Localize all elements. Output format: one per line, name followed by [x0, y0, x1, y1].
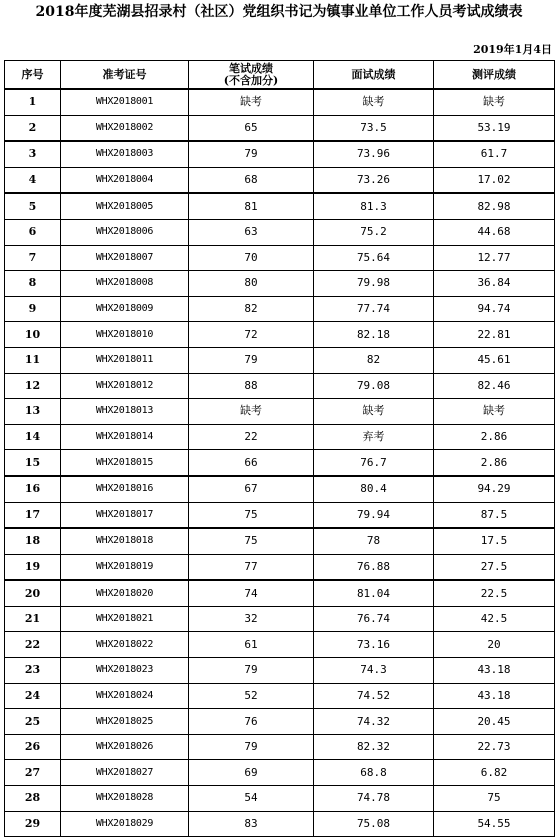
cell-interview: 79.98	[314, 271, 434, 297]
cell-evaluation: 53.19	[434, 115, 555, 141]
cell-written: 67	[189, 476, 314, 502]
cell-ticket: WHX2018027	[61, 760, 189, 786]
cell-seq: 4	[5, 167, 61, 193]
table-row	[5, 658, 555, 684]
cell-written: 88	[189, 373, 314, 399]
cell-written: 70	[189, 245, 314, 271]
cell-seq: 20	[5, 580, 61, 606]
cell-evaluation: 缺考	[434, 89, 555, 115]
cell-seq: 25	[5, 709, 61, 735]
cell-ticket: WHX2018005	[61, 193, 189, 219]
cell-written: 75	[189, 528, 314, 554]
cell-ticket: WHX2018015	[61, 450, 189, 476]
cell-seq: 2	[5, 115, 61, 141]
cell-evaluation: 22.73	[434, 734, 555, 760]
cell-seq: 9	[5, 296, 61, 322]
table-header-row	[5, 61, 555, 90]
table-row	[5, 245, 555, 271]
cell-interview: 74.52	[314, 683, 434, 709]
cell-written: 77	[189, 554, 314, 580]
document-title: 2018年度芜湖县招录村（社区）党组织书记为镇事业单位工作人员考试成绩表	[35, 4, 523, 20]
cell-seq: 3	[5, 141, 61, 167]
cell-evaluation: 2.86	[434, 450, 555, 476]
cell-ticket: WHX2018001	[61, 89, 189, 115]
cell-interview: 79.94	[314, 502, 434, 528]
table-row	[5, 89, 555, 115]
cell-evaluation: 45.61	[434, 347, 555, 373]
cell-ticket: WHX2018019	[61, 554, 189, 580]
cell-seq: 10	[5, 322, 61, 348]
cell-written: 76	[189, 709, 314, 735]
cell-evaluation: 17.5	[434, 528, 555, 554]
cell-interview: 81.3	[314, 193, 434, 219]
cell-evaluation: 82.46	[434, 373, 555, 399]
cell-seq: 17	[5, 502, 61, 528]
table-row	[5, 193, 555, 219]
cell-interview: 74.3	[314, 658, 434, 684]
cell-written: 74	[189, 580, 314, 606]
table-row	[5, 167, 555, 193]
cell-seq: 27	[5, 760, 61, 786]
cell-evaluation: 27.5	[434, 554, 555, 580]
cell-ticket: WHX2018026	[61, 734, 189, 760]
cell-written: 66	[189, 450, 314, 476]
cell-evaluation: 17.02	[434, 167, 555, 193]
cell-ticket: WHX2018011	[61, 347, 189, 373]
cell-seq: 19	[5, 554, 61, 580]
cell-seq: 14	[5, 424, 61, 450]
cell-written: 缺考	[189, 399, 314, 425]
cell-written: 79	[189, 658, 314, 684]
cell-evaluation: 43.18	[434, 683, 555, 709]
table-row	[5, 760, 555, 786]
table-row	[5, 606, 555, 632]
table-row	[5, 632, 555, 658]
table-row	[5, 115, 555, 141]
cell-ticket: WHX2018028	[61, 786, 189, 812]
cell-interview: 75.08	[314, 811, 434, 837]
header-evaluation: 测评成绩	[434, 61, 555, 90]
cell-ticket: WHX2018014	[61, 424, 189, 450]
cell-evaluation: 94.74	[434, 296, 555, 322]
cell-written: 61	[189, 632, 314, 658]
cell-evaluation: 61.7	[434, 141, 555, 167]
cell-seq: 15	[5, 450, 61, 476]
cell-written: 52	[189, 683, 314, 709]
cell-evaluation: 22.81	[434, 322, 555, 348]
cell-interview: 76.88	[314, 554, 434, 580]
cell-written: 72	[189, 322, 314, 348]
cell-evaluation: 20	[434, 632, 555, 658]
table-row	[5, 373, 555, 399]
table-row	[5, 502, 555, 528]
table-body	[5, 89, 555, 837]
cell-seq: 28	[5, 786, 61, 812]
cell-written: 22	[189, 424, 314, 450]
cell-ticket: WHX2018006	[61, 219, 189, 245]
cell-interview: 73.96	[314, 141, 434, 167]
cell-seq: 11	[5, 347, 61, 373]
cell-seq: 12	[5, 373, 61, 399]
cell-interview: 78	[314, 528, 434, 554]
cell-interview: 73.5	[314, 115, 434, 141]
cell-written: 缺考	[189, 89, 314, 115]
cell-evaluation: 43.18	[434, 658, 555, 684]
cell-interview: 80.4	[314, 476, 434, 502]
cell-interview: 76.7	[314, 450, 434, 476]
cell-seq: 23	[5, 658, 61, 684]
cell-ticket: WHX2018007	[61, 245, 189, 271]
cell-seq: 6	[5, 219, 61, 245]
cell-interview: 缺考	[314, 399, 434, 425]
cell-evaluation: 42.5	[434, 606, 555, 632]
cell-ticket: WHX2018004	[61, 167, 189, 193]
cell-ticket: WHX2018022	[61, 632, 189, 658]
cell-evaluation: 2.86	[434, 424, 555, 450]
header-written-note: (不含加分)	[223, 73, 279, 87]
cell-interview: 74.32	[314, 709, 434, 735]
cell-evaluation: 12.77	[434, 245, 555, 271]
document-date: 2019年1月4日	[473, 43, 552, 56]
table-row	[5, 219, 555, 245]
cell-ticket: WHX2018012	[61, 373, 189, 399]
cell-written: 82	[189, 296, 314, 322]
cell-interview: 82.32	[314, 734, 434, 760]
cell-evaluation: 75	[434, 786, 555, 812]
cell-written: 68	[189, 167, 314, 193]
cell-evaluation: 82.98	[434, 193, 555, 219]
cell-interview: 68.8	[314, 760, 434, 786]
header-ticket: 准考证号	[61, 61, 189, 90]
cell-seq: 21	[5, 606, 61, 632]
table-row	[5, 734, 555, 760]
cell-interview: 缺考	[314, 89, 434, 115]
table-row	[5, 786, 555, 812]
table-row	[5, 528, 555, 554]
cell-evaluation: 44.68	[434, 219, 555, 245]
cell-ticket: WHX2018017	[61, 502, 189, 528]
cell-interview: 82.18	[314, 322, 434, 348]
cell-interview: 74.78	[314, 786, 434, 812]
table-row	[5, 322, 555, 348]
cell-written: 79	[189, 141, 314, 167]
cell-evaluation: 36.84	[434, 271, 555, 297]
cell-seq: 7	[5, 245, 61, 271]
cell-interview: 76.74	[314, 606, 434, 632]
score-table	[4, 60, 555, 837]
cell-evaluation: 缺考	[434, 399, 555, 425]
table-row	[5, 141, 555, 167]
cell-seq: 22	[5, 632, 61, 658]
cell-ticket: WHX2018013	[61, 399, 189, 425]
cell-ticket: WHX2018020	[61, 580, 189, 606]
cell-ticket: WHX2018025	[61, 709, 189, 735]
cell-seq: 8	[5, 271, 61, 297]
cell-ticket: WHX2018010	[61, 322, 189, 348]
cell-seq: 16	[5, 476, 61, 502]
cell-ticket: WHX2018016	[61, 476, 189, 502]
table-row	[5, 580, 555, 606]
cell-interview: 73.16	[314, 632, 434, 658]
cell-ticket: WHX2018021	[61, 606, 189, 632]
cell-evaluation: 20.45	[434, 709, 555, 735]
cell-seq: 26	[5, 734, 61, 760]
table-row	[5, 347, 555, 373]
table-row	[5, 709, 555, 735]
cell-written: 75	[189, 502, 314, 528]
cell-ticket: WHX2018002	[61, 115, 189, 141]
cell-written: 81	[189, 193, 314, 219]
cell-ticket: WHX2018008	[61, 271, 189, 297]
cell-written: 63	[189, 219, 314, 245]
cell-written: 69	[189, 760, 314, 786]
cell-evaluation: 22.5	[434, 580, 555, 606]
table-row	[5, 296, 555, 322]
cell-written: 54	[189, 786, 314, 812]
table-row	[5, 476, 555, 502]
cell-ticket: WHX2018018	[61, 528, 189, 554]
table-row	[5, 271, 555, 297]
cell-interview: 79.08	[314, 373, 434, 399]
header-written-label: 笔试成绩	[229, 61, 273, 75]
cell-ticket: WHX2018003	[61, 141, 189, 167]
cell-interview: 75.2	[314, 219, 434, 245]
cell-seq: 5	[5, 193, 61, 219]
header-seq: 序号	[5, 61, 61, 90]
cell-seq: 13	[5, 399, 61, 425]
cell-evaluation: 6.82	[434, 760, 555, 786]
cell-ticket: WHX2018023	[61, 658, 189, 684]
cell-interview: 81.04	[314, 580, 434, 606]
cell-seq: 1	[5, 89, 61, 115]
cell-evaluation: 87.5	[434, 502, 555, 528]
table-row	[5, 450, 555, 476]
cell-interview: 75.64	[314, 245, 434, 271]
cell-ticket: WHX2018029	[61, 811, 189, 837]
cell-interview: 82	[314, 347, 434, 373]
cell-seq: 18	[5, 528, 61, 554]
table-row	[5, 554, 555, 580]
cell-seq: 24	[5, 683, 61, 709]
cell-written: 65	[189, 115, 314, 141]
cell-ticket: WHX2018009	[61, 296, 189, 322]
table-row	[5, 683, 555, 709]
table-row	[5, 399, 555, 425]
cell-ticket: WHX2018024	[61, 683, 189, 709]
cell-evaluation: 54.55	[434, 811, 555, 837]
cell-written: 79	[189, 734, 314, 760]
cell-interview: 弃考	[314, 424, 434, 450]
cell-interview: 73.26	[314, 167, 434, 193]
cell-written: 32	[189, 606, 314, 632]
cell-written: 80	[189, 271, 314, 297]
cell-interview: 77.74	[314, 296, 434, 322]
header-interview: 面试成绩	[314, 61, 434, 90]
cell-evaluation: 94.29	[434, 476, 555, 502]
cell-seq: 29	[5, 811, 61, 837]
table-row	[5, 424, 555, 450]
cell-written: 83	[189, 811, 314, 837]
cell-written: 79	[189, 347, 314, 373]
header-written	[189, 61, 314, 90]
